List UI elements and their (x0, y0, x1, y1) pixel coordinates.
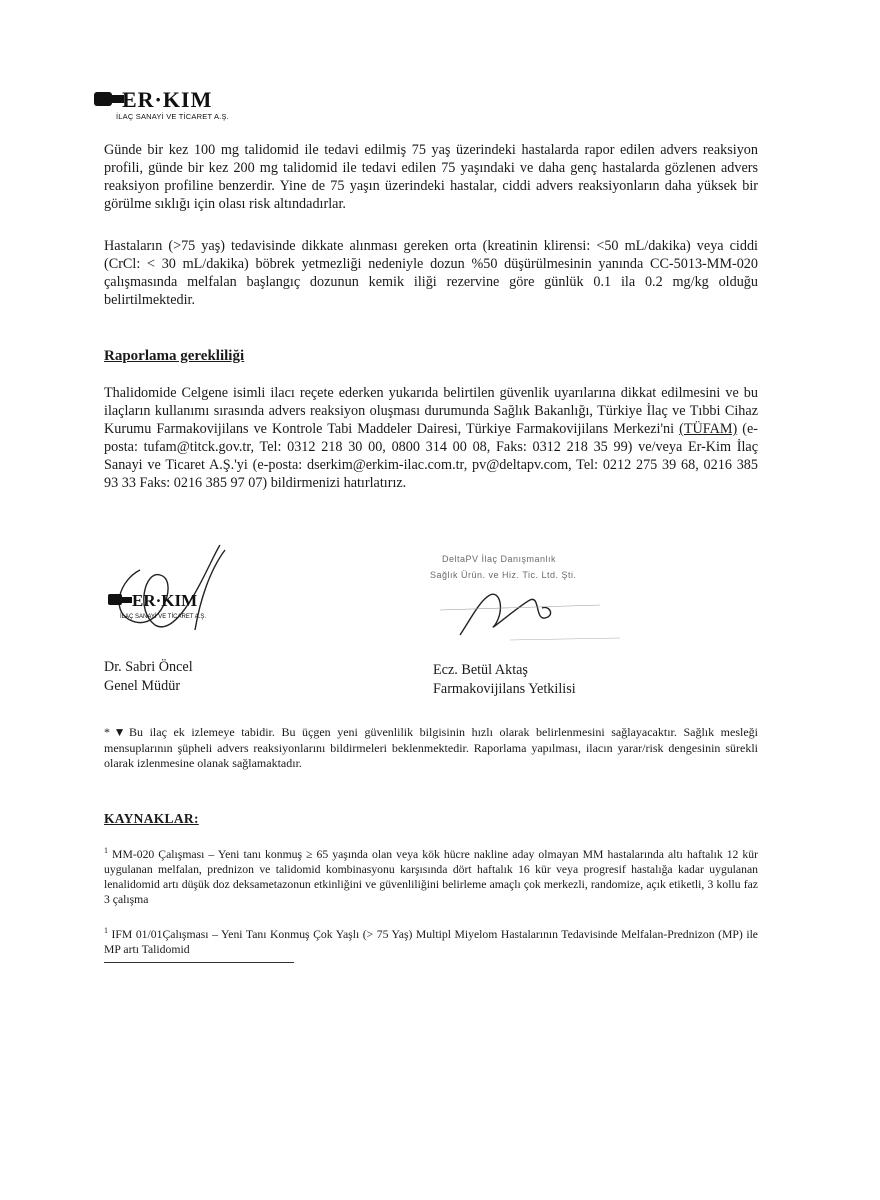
erkim-logo (92, 82, 262, 126)
footnote-divider (104, 962, 294, 963)
additional-monitoring-note: *▼Bu ilaç ek izlemeye tabidir. Bu üçgen yeni güvenlilik bilgisinin hızlı olarak belirlenmesini sağlayacaktır. Sağlık mesleği mensuplarının şüpheli advers reaksiyonlarını bildirmeleri beklenmektedir. Raporlama yapılması, ilacın yarar/risk dengesinin sürekli olarak izlenmesine olanak sağlamaktadır. (104, 725, 758, 770)
paragraph-elderly-profile: Günde bir kez 100 mg talidomid ile tedavi edilmiş 75 yaş üzerindeki hastalarda rapor edilen advers reaksiyon profili, günde bir kez 200 mg talidomid ile tedavi edilen 75 yaşındaki ve daha genç hastalarda gözlenen advers reaksiyon profiline benzerdir. Yine de 75 yaşın üzerindeki hastalar, ciddi advers reaksiyonların daha yüksek bir görülme sıklığı için olası risk altındadırlar. (104, 142, 758, 212)
signatory-right-title: Farmakovijilans Yetkilisi (433, 681, 576, 697)
reference-marker: 1 (104, 846, 108, 855)
logo-subtitle: İLAÇ SANAYİ VE TİCARET A.Ş. (116, 112, 229, 121)
paragraph-dose-adjustment: Hastaların (>75 yaş) tedavisinde dikkate alınması gereken orta (kreatinin klirensi: <50 mL/dakika) veya ciddi (CrCl: < 30 mL/dakika) böbrek yetmezliği nedeniyle dozun %50 düşürülmesinin yanında CC-5013-MM-020 çalışmasında melfalan başlangıç dozunun kemik iliği rezervine göre günlük 0.1 ila 0.2 mg/kg olduğu belirtilmektedir. (104, 238, 758, 308)
reference-text: MM-020 Çalışması – Yeni tanı konmuş ≥ 65 yaşında olan veya kök hücre nakline aday olmayan MM hastalarında altı haftalık 12 kür uygulanan melfalan, prednizon ve talidomid kombinasyonu karşısında dört haftalık 16 kür veya progresif hastalığa kadar uygulanan lenalidomid artı düşük doz deksametazonun etkinliğini ve güvenliliğini belirleme amaçlı çok merkezli, randomize, açık etiketli, 3 kollu faz 3 çalışma (104, 847, 759, 906)
signatory-right-name: Ecz. Betül Aktaş (433, 662, 528, 678)
reference-item (104, 923, 758, 957)
signatory-right (433, 661, 576, 699)
signature-left-scribble (100, 540, 290, 650)
reference-item (104, 843, 758, 907)
left-logo-subtitle: İLAÇ SANAYİ VE TİCARET A.Ş. (120, 614, 207, 620)
tufam-link: (TÜFAM) (679, 421, 738, 437)
reporting-text-1: Thalidomide Celgene isimli ilacı reçete ederken yukarıda belirtilen güvenlik uyarılarına dikkat edilmesini ve bu ilaçların kullanımı sırasında advers reaksiyon oluşması durumunda Sağlık Bakanlığı, Türkiye İlaç ve Tıbbi Cihaz Kurumu Farmakovijilans ve Kontrole Tabi Maddeler Dairesi, Türkiye Farmakovijilans Merkezi'ni (104, 385, 758, 437)
signatory-left-title: Genel Müdür (104, 678, 181, 694)
reference-text: IFM 01/01Çalışması – Yeni Tanı Konmuş Çok Yaşlı (> 75 Yaş) Multipl Miyelom Hastalarının Tedavisinde Melfalan-Prednizon (MP) ile MP artı Talidomid (104, 927, 758, 956)
signature-left (100, 540, 290, 650)
reporting-text-2: (e-posta: tufam@titck.gov.tr, Tel: 0312 218 30 00, 0800 314 00 08, Faks: 0312 218 35 99) ve/veya Er-Kim İlaç Sanayi ve Ticaret A.Ş.'yi (e-posta: dserkim@erkim-ilac.com.tr, pv@deltapv.com, Tel: 0212 275 39 68, 0216 385 93 33 Faks: 0216 385 97 07) bildirmenizi hatırlatırız. (104, 421, 758, 491)
signatory-left-name: Dr. Sabri Öncel (104, 659, 193, 675)
stamp-line-2: Sağlık Ürün. ve Hiz. Tic. Ltd. Şti. (430, 570, 577, 580)
left-logo-text: ER·KIM (132, 591, 198, 610)
stamp-line-1: DeltaPV İlaç Danışmanlık (442, 554, 557, 564)
references-title: KAYNAKLAR: (104, 811, 199, 826)
paragraph-reporting (104, 384, 758, 492)
signature-right (430, 550, 640, 650)
signature-right-scribble (430, 550, 640, 650)
section-heading-reporting: Raporlama gerekliliği (104, 348, 245, 364)
logo-text: ER·KIM (122, 87, 213, 112)
reference-marker: 1 (104, 926, 108, 935)
signatory-left (104, 658, 193, 696)
